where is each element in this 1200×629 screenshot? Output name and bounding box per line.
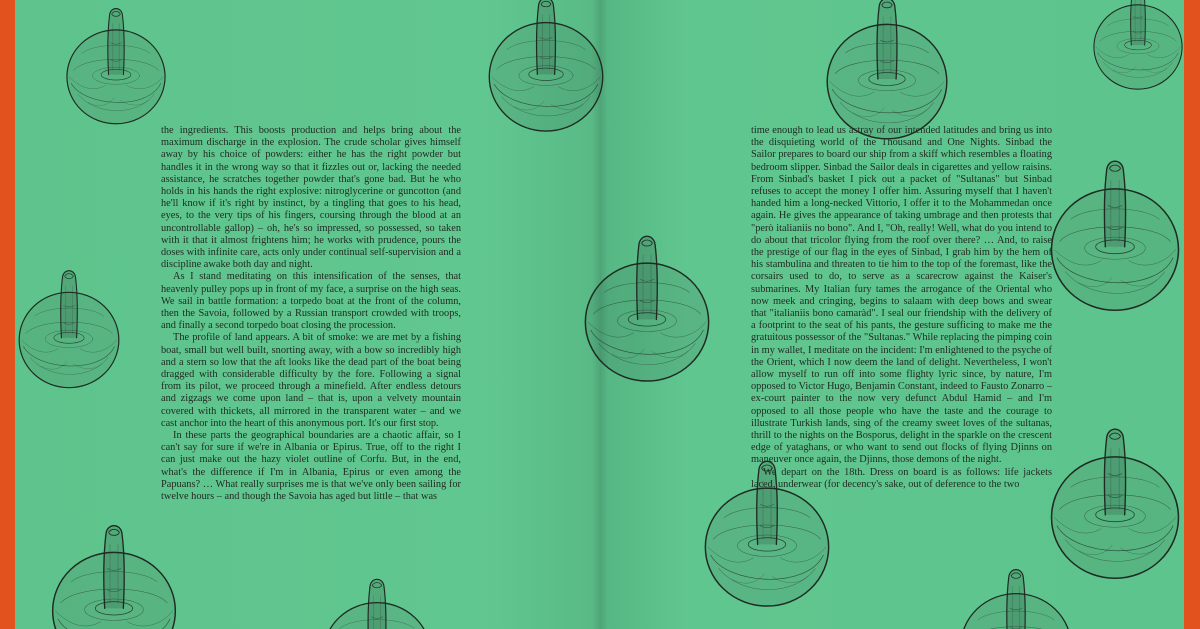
paragraph: In these parts the geographical boundaries are a chaotic affair, so I can't say for sure if we're in Albania or Epirus. True, off to the right I can just make out the hazy violet outline of Corfu. But, in the end, what's the difference if I'm in Albania, Epirus or even among the Papuans? … What really surprises me is that we've only been sailing for twelve hours – and though the Savoia has aged but little – that was — [161, 430, 461, 503]
left-edge — [0, 0, 15, 629]
finger-knob-icon — [14, 262, 124, 392]
paragraph: We depart on the 18th. Dress on board is as follows: life jackets laced, underwear (for decency's sake, out of deference to the two — [751, 466, 1052, 490]
paragraph: The profile of land appears. A bit of smoke: we are met by a fishing boat, small but well built, snorting away, with a bow so incredibly high and a stern so low that the aft looks like the dead part of the boat being dragged with considerable difficulty by the fore. Following a signal from its pilot, we proceed through a minefield. After endless detours and zigzags we come upon land – that is, upon a velvety mountain covered with thickets, all mirrored in the transparent water – and we cast anchor into the heart of this anonymous port. It's our first stop. — [161, 332, 461, 429]
right-text-column — [751, 125, 1052, 491]
paragraph: time enough to lead us astray of our intended latitudes and bring us into the disquieting world of the Thousand and One Nights. Sinbad the Sailor prepares to board our ship from a skiff which resembles a floating bedroom slipper. Sinbad the Sailor deals in cigarettes and yellow raisins. From Sinbad's basket I pick out a packet of "Sultanas" but Sinbad refuses to accept the money I offer him. Assuring myself that I haven't handed him a long-necked Vittorio, I offer it to the Mohammedan once again. He gives the appearance of taking umbrage and then protests that "però italianiis no bono". And I, "Oh, really! Well, what do you intend to do about that tricolor flying from the roof over there? … And, to raise the prestige of our flag in the eyes of Sinbad, I grab him by the hem of his stambulina and threaten to tie him to the top of the foremast, like the corsairs used to do, to serve as a scarecrow against the Kaiser's submarines. My Italian fury tames the arrogance of the Oriental who now meek and cringing, begins to salaam with deep bows and swear that "italianiis bono camaràd". I seal our friendship with the delivery of a footprint to the seat of his pants, the gesture sufficing to make me the gratuitous possessor of the "Sultanas." While replacing the pimping coin in my wallet, I meditate on the incident: I'm enlightened to the psyche of the Orient, which I now deem the land of delight. Nevertheless, I won't allow myself to run off into some flighty lyric since, by nature, I'm opposed to Victor Hugo, Benjamin Constant, indeed to Fausto Zonarro – ex-court painter to the now very defunct Abdul Hamid – and I'm opposed to all those people who have the taste and the courage to illustrate Turkish lands, sing of the creamy sweet loves of the sultanas, thrill to the nights on the Bosporus, delight in the sparkle on the crescent edge of yataghans, or who want to send out flocks of flying Djinns on maneuver once again, the Djinns, those demons of the night. — [751, 125, 1052, 466]
finger-knob-icon — [46, 515, 182, 629]
finger-knob-icon — [822, 0, 952, 144]
left-text-column — [161, 125, 461, 503]
finger-knob-icon — [1090, 0, 1186, 93]
finger-knob-icon — [318, 570, 436, 629]
finger-knob-icon — [580, 225, 714, 387]
finger-knob-icon — [484, 0, 608, 136]
finger-knob-icon — [62, 0, 170, 128]
right-edge — [1184, 0, 1200, 629]
finger-knob-icon — [956, 560, 1076, 629]
paragraph: the ingredients. This boosts production and helps bring about the maximum discharge in the explosion. The crude scholar gives himself away by his choice of powders: either he has the right powder but handles it in the wrong way so that it fizzles out or, lacking the needed assistance, he scratches together powder that's gone bad. But he who holds in his hands the right explosive: nitroglycerine or guncotton (and he'll know if it's right by instinct, by a tingling that goes to his head, eyes, to the very tips of his fingers, coursing through the blood at an uncontrollable gallop) – oh, he's so impressed, so possessed, so taken with it that it almost frightens him; he works with prudence, pours the doses with infinite care, acts only under continual self-supervision and a discipline awake both day and night. — [161, 125, 461, 271]
finger-knob-icon — [1046, 150, 1184, 316]
paragraph: As I stand meditating on this intensification of the senses, that heavenly pulley pops up in front of my face, a surprise on the high seas. We sail in battle formation: a torpedo boat at the front of the column, then the Savoia, followed by a Russian transport crowded with troops, and finally a second torpedo boat closing the procession. — [161, 271, 461, 332]
